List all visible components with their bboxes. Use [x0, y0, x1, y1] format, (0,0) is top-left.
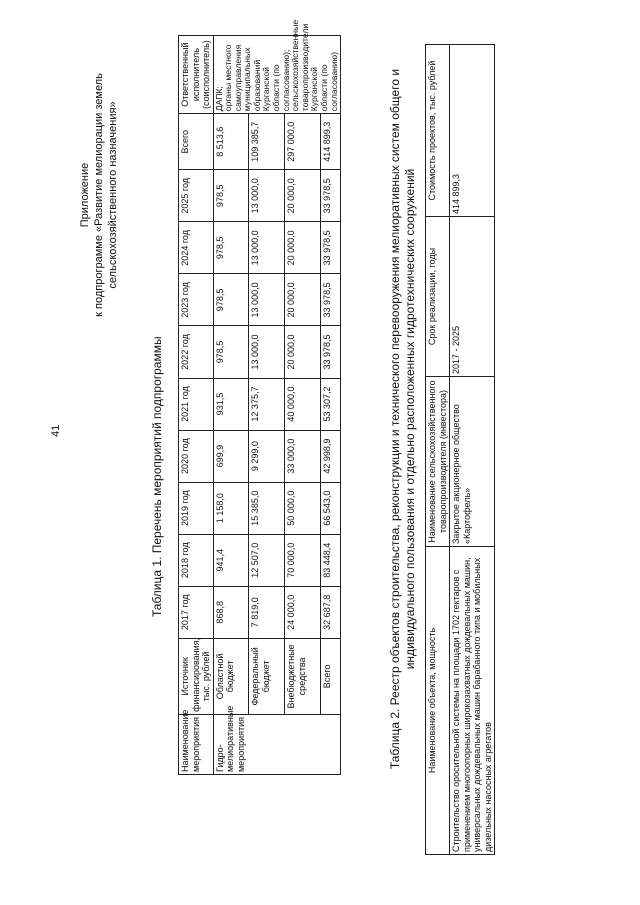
object-cell: Строительство оросительной системы на площади 1702 гектаров с применением многоопорных широкозахватных дождевальных машин, универсальных дождевальных машин барабанного типа и мобильных дизельных насосных агрегатов	[450, 547, 495, 855]
cost-cell: 414 899,3	[450, 45, 495, 217]
value-cell: 868,8	[213, 586, 249, 638]
table2-caption	[388, 49, 417, 789]
value-cell: 66 543,0	[321, 482, 341, 534]
value-cell: 978,5	[213, 274, 249, 326]
value-cell: 13 000,0	[249, 274, 285, 326]
value-cell: 13 000,0	[249, 326, 285, 378]
table2-caption-line: Таблица 2. Реестр объектов строительства, реконструкции и технического перевооружения мелиоративных систем общего и	[388, 68, 402, 770]
value-cell: 83 448,4	[321, 534, 341, 586]
value-cell: 24 000,0	[285, 586, 321, 638]
value-cell: 978,5	[213, 222, 249, 274]
table-row	[285, 36, 321, 775]
header-year: 2020 год	[179, 430, 214, 482]
value-cell: 7 819,0	[249, 586, 285, 638]
value-cell: 20 000,0	[285, 274, 321, 326]
table-row	[213, 36, 249, 775]
appendix-line: Приложение	[79, 162, 91, 228]
funding-source: Всего	[321, 638, 341, 714]
value-cell: 9 299,0	[249, 430, 285, 482]
value-cell: 13 000,0	[249, 170, 285, 222]
value-cell: 13 000,0	[249, 222, 285, 274]
value-cell: 20 000,0	[285, 222, 321, 274]
header-source: Источник финансирования, тыс. рублей	[179, 638, 214, 714]
value-cell: 40 000,0	[285, 378, 321, 430]
value-cell: 978,5	[213, 326, 249, 378]
value-cell: 53 307,2	[321, 378, 341, 430]
header-year: 2021 год	[179, 378, 214, 430]
executor-line: органы местного самоуправления муниципальных образований Курганской области (по согласованию);	[223, 44, 291, 112]
value-cell: 33 978,5	[321, 326, 341, 378]
appendix-heading	[78, 25, 120, 365]
header-activity: Наименование мероприятия	[179, 714, 214, 774]
period-cell: 2017 - 2025	[450, 217, 495, 377]
executor-cell	[213, 19, 341, 114]
value-cell: 50 000,0	[285, 482, 321, 534]
value-cell: 941,4	[213, 534, 249, 586]
total-cell: 297 000,0	[285, 114, 321, 170]
value-cell: 33 978,5	[321, 274, 341, 326]
funding-source: Федеральный бюджет	[249, 638, 285, 714]
funding-source: Внебюджетные средства	[285, 638, 321, 714]
activities-table	[178, 19, 341, 775]
table-row	[249, 36, 285, 775]
value-cell: 33 978,5	[321, 170, 341, 222]
header-year: 2017 год	[179, 586, 214, 638]
header-cost: Стоимость проектов, тыс. рублей	[426, 45, 450, 217]
executor-line: ДАПК;	[213, 86, 224, 112]
header-year: 2024 год	[179, 222, 214, 274]
table1-caption: Таблица 1. Перечень мероприятий подпрограммы	[150, 336, 164, 617]
activity-name: Гидро-мелиоративные мероприятия	[213, 714, 341, 774]
value-cell: 15 385,0	[249, 482, 285, 534]
header-year: 2019 год	[179, 482, 214, 534]
executor-line: сельскохозяйственные товаропроизводители Курганской области (по согласованию)	[290, 19, 339, 112]
investor-cell: Закрытое акционерное общество «Картофель»	[450, 377, 495, 547]
value-cell: 33 000,0	[285, 430, 321, 482]
total-cell: 414 899,3	[321, 114, 341, 170]
table2-header-row	[426, 45, 450, 855]
value-cell: 12 507,0	[249, 534, 285, 586]
value-cell: 1 158,0	[213, 482, 249, 534]
value-cell: 32 687,8	[321, 586, 341, 638]
header-total: Всего	[179, 114, 214, 170]
header-object: Наименование объекта, мощность	[426, 547, 450, 855]
header-investor: Наименование сельскохозяйственного товаропроизводителя (инвестора)	[426, 377, 450, 547]
funding-source: Областной бюджет	[213, 638, 249, 714]
header-year: 2022 год	[179, 326, 214, 378]
appendix-line: сельскохозяйственного назначения»	[107, 101, 119, 289]
header-period: Срок реализации, годы	[426, 217, 450, 377]
value-cell: 20 000,0	[285, 326, 321, 378]
appendix-line: к подпрограмме «Развитие мелиорации земель	[93, 73, 105, 317]
header-year: 2025 год	[179, 170, 214, 222]
table2-caption-line: индивидуального пользования и отдельно расположенных гидротехнических сооружений	[402, 168, 417, 670]
value-cell: 20 000,0	[285, 170, 321, 222]
value-cell: 33 978,5	[321, 222, 341, 274]
value-cell: 42 998,9	[321, 430, 341, 482]
value-cell: 978,5	[213, 170, 249, 222]
header-year: 2023 год	[179, 274, 214, 326]
table-row	[450, 45, 495, 855]
value-cell: 699,9	[213, 430, 249, 482]
value-cell: 12 375,7	[249, 378, 285, 430]
table1-header-row	[179, 36, 214, 775]
value-cell: 70 000,0	[285, 534, 321, 586]
total-cell: 109 385,7	[249, 114, 285, 170]
header-executor: Ответственный исполнитель (соисполнитель)	[179, 36, 214, 114]
objects-registry-table	[425, 44, 495, 855]
table-row	[321, 36, 341, 775]
header-year: 2018 год	[179, 534, 214, 586]
value-cell: 931,5	[213, 378, 249, 430]
page-number: 41	[50, 424, 62, 437]
total-cell: 8 513,6	[213, 114, 249, 170]
